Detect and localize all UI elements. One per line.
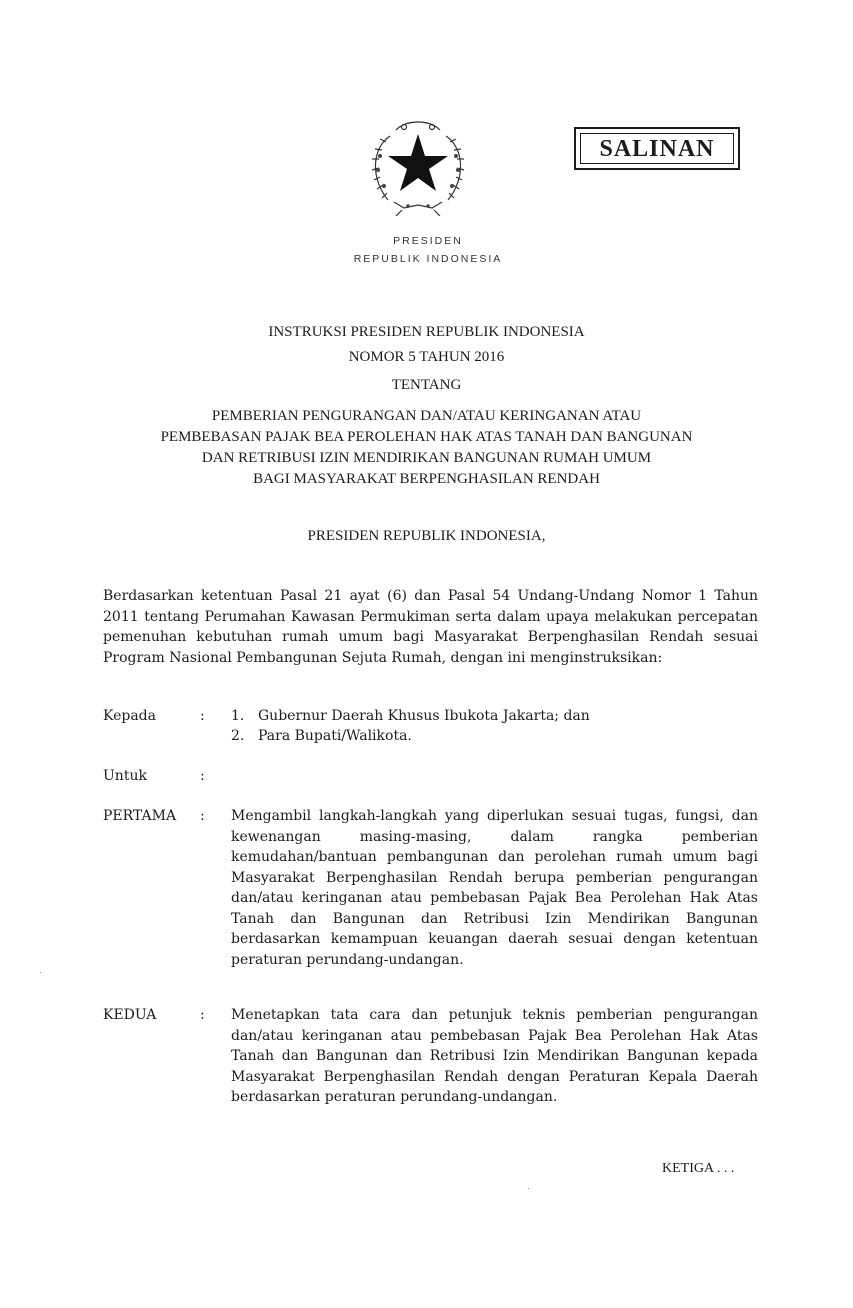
pertama-colon: : [200,808,205,824]
subject-line-4: BAGI MASYARAKAT BERPENGHASILAN RENDAH [253,471,600,487]
kepada-item-text: Para Bupati/Walikota. [258,728,412,744]
kepada-colon: : [200,708,205,724]
pertama-label: PERTAMA [103,808,177,824]
salinan-text: SALINAN [599,136,715,162]
state-emblem-icon [358,118,478,216]
header-republik: REPUBLIK INDONESIA [353,253,503,265]
kepada-label: Kepada [103,708,156,724]
subject-line-3: DAN RETRIBUSI IZIN MENDIRIKAN BANGUNAN RUMAH UMUM [201,450,652,466]
kepada-item-number: 2. [231,728,245,744]
kedua-label: KEDUA [103,1007,157,1023]
header-presiden: PRESIDEN [393,235,463,247]
salinan-stamp [574,127,740,170]
issuer-heading: PRESIDEN REPUBLIK INDONESIA, [307,528,546,544]
pertama-text: Mengambil langkah-langkah yang diperlukan sesuai tugas, fungsi, dan kewenangan masing-masing, dalam rangka pemberian kemudahan/bantuan pembangunan dan perolehan rumah umum bagi Masyarakat Berpenghasilan Rendah berupa pemberian pengurangan dan/atau keringanan atau pembebasan Pajak Bea Perolehan Hak Atas Tanah dan Bangunan dan Retribusi Izin Mendirikan Bangunan berdasarkan kemampuan keuangan daerah sesuai dengan ketentuan peraturan perundang-undangan. [231,808,758,968]
kedua-colon: : [200,1007,205,1023]
preamble-paragraph: Berdasarkan ketentuan Pasal 21 ayat (6) dan Pasal 54 Undang-Undang Nomor 1 Tahun 2011 tentang Perumahan Kawasan Permukiman serta dalam upaya melakukan percepatan pemenuhan kebutuhan rumah umum bagi Masyarakat Berpenghasilan Rendah sesuai Program Nasional Pembangunan Sejuta Rumah, dengan ini menginstruksikan: [103,588,758,666]
subject-line-1: PEMBERIAN PENGURANGAN DAN/ATAU KERINGANAN ATAU [211,408,642,424]
kedua-text: Menetapkan tata cara dan petunjuk teknis pemberian pengurangan dan/atau keringanan atau pembebasan Pajak Bea Perolehan Hak Atas Tanah dan Bangunan dan Retribusi Izin Mendirikan Bangunan kepada Masyarakat Berpenghasilan Rendah dengan Peraturan Kepala Daerah berdasarkan peraturan perundang-undangan. [231,1007,758,1105]
next-page-catchword: KETIGA . . . [662,1161,735,1176]
kepada-item-text: Gubernur Daerah Khusus Ibukota Jakarta; dan [258,708,590,724]
document-number: NOMOR 5 TAHUN 2016 [348,349,505,365]
document-type: INSTRUKSI PRESIDEN REPUBLIK INDONESIA [268,324,585,340]
scan-speck [40,972,41,973]
kepada-item [231,726,412,747]
subject-line-2: PEMBEBASAN PAJAK BEA PEROLEHAN HAK ATAS TANAH DAN BANGUNAN [160,429,693,445]
untuk-colon: : [200,768,205,784]
untuk-label: Untuk [103,768,147,784]
scan-speck [528,1188,529,1189]
kepada-item [231,706,590,727]
tentang-heading: TENTANG [391,377,462,393]
kepada-item-number: 1. [231,708,245,724]
